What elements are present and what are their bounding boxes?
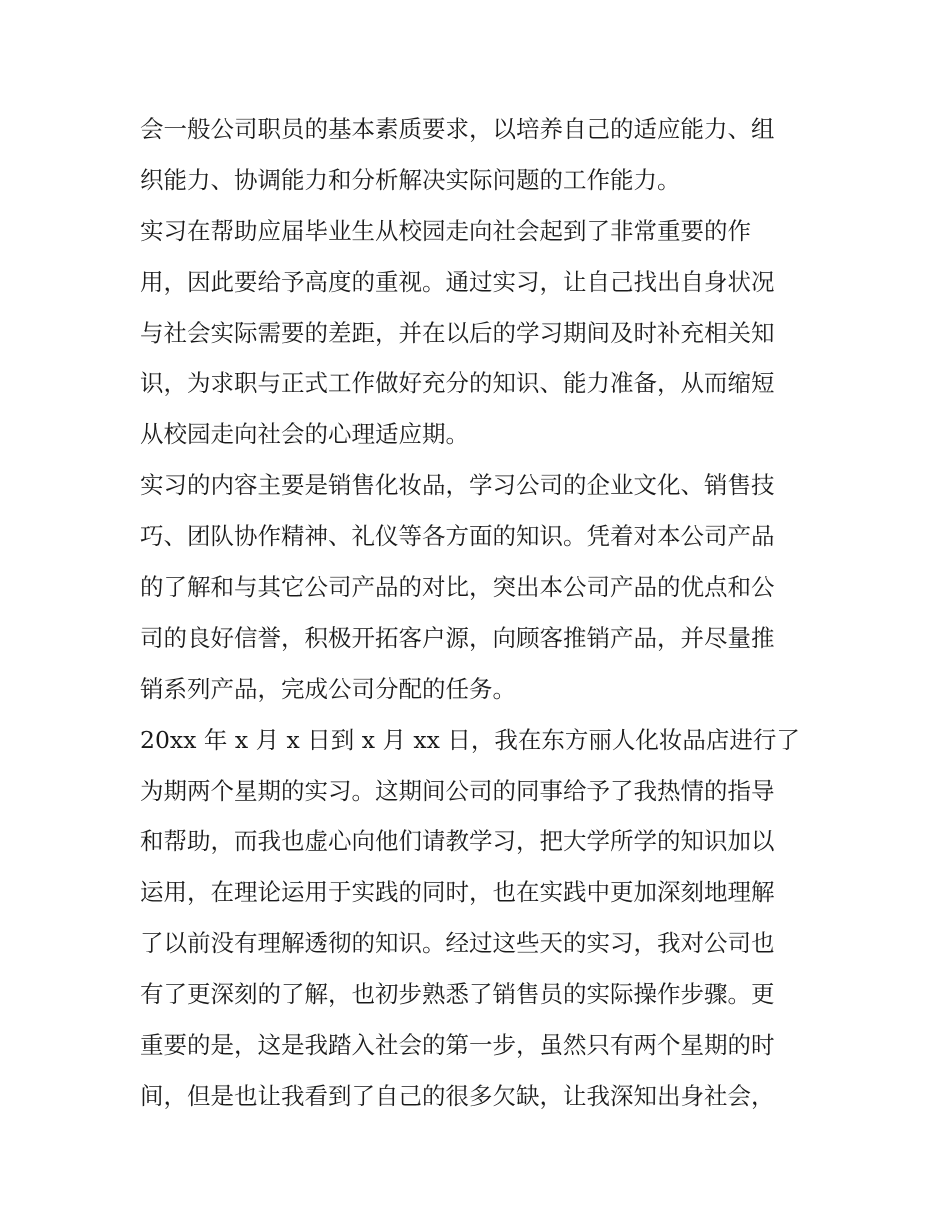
text-line: 从校园走向社会的心理适应期。 [140,420,469,449]
text-line: 实习的内容主要是销售化妆品，学习公司的企业文化、销售技 [140,471,775,500]
text-line: 识，为求职与正式工作做好充分的知识、能力准备，从而缩短 [140,369,775,398]
text-line: 会一般公司职员的基本素质要求，以培养自己的适应能力、组 [140,115,775,143]
text-line: 20xx 年 x 月 x 日到 x 月 xx 日，我在东方丽人化妆品店进行了 [140,725,800,754]
text-line: 用，因此要给予高度的重视。通过实习，让自己找出自身状况 [140,267,775,296]
text-line: 织能力、协调能力和分析解决实际问题的工作能力。 [140,165,681,194]
text-line: 司的良好信誉，积极开拓客户源，向顾客推销产品，并尽量推 [140,623,775,652]
text-line: 与社会实际需要的差距，并在以后的学习期间及时补充相关知 [140,318,775,347]
text-line: 了以前没有理解透彻的知识。经过这些天的实习，我对公司也 [140,929,775,958]
document-body [140,104,820,1122]
text-line: 实习在帮助应届毕业生从校园走向社会起到了非常重要的作 [140,216,751,245]
text-line: 销系列产品，完成公司分配的任务。 [140,674,516,703]
text-line: 重要的是，这是我踏入社会的第一步，虽然只有两个星期的时 [140,1031,775,1060]
text-line: 的了解和与其它公司产品的对比，突出本公司产品的优点和公 [140,573,775,602]
text-line: 为期两个星期的实习。这期间公司的同事给予了我热情的指导 [140,776,775,805]
text-line: 间，但是也让我看到了自己的很多欠缺，让我深知出身社会， [140,1081,775,1110]
text-line: 运用，在理论运用于实践的同时，也在实践中更加深刻地理解 [140,878,775,907]
text-line: 巧、团队协作精神、礼仪等各方面的知识。凭着对本公司产品 [140,522,775,551]
text-line: 有了更深刻的了解，也初步熟悉了销售员的实际操作步骤。更 [140,980,775,1009]
text-line: 和帮助，而我也虚心向他们请教学习，把大学所学的知识加以 [140,827,775,856]
